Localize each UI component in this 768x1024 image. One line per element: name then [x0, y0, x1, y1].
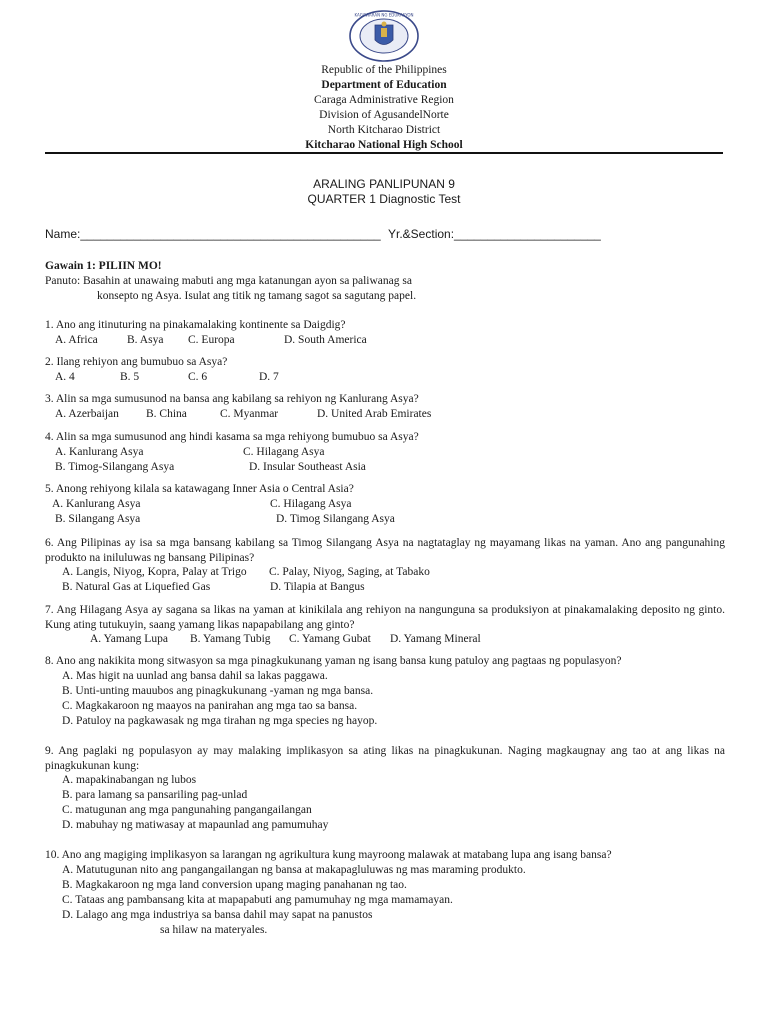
test-title: QUARTER 1 Diagnostic Test: [307, 192, 461, 206]
question-6: 6. Ang Pilipinas ay isa sa mga bansang kabilang sa Timog Silangang Asya na nagtataglay ng mayamang likas na yaman. Ano ang pangunahing produkto na iniluluwas ng bansang Pilipinas?: [45, 537, 725, 564]
question-2: 2. Ilang rehiyon ang bumubuo sa Asya?: [45, 356, 228, 368]
question-5: 5. Anong rehiyong kilala sa katawagang Inner Asia o Central Asia?: [45, 483, 354, 495]
q3-option-d[interactable]: D. United Arab Emirates: [317, 408, 432, 420]
question-10: 10. Ano ang magiging implikasyon sa larangan ng agrikultura kung mayroong malawak at matabang lupa ang isang bansa?: [45, 849, 612, 861]
deped-seal: [348, 10, 420, 62]
q7-option-b[interactable]: B. Yamang Tubig: [190, 633, 271, 645]
question-1: 1. Ano ang itinuturing na pinakamalaking kontinente sa Daigdig?: [45, 319, 346, 331]
q7-option-a[interactable]: A. Yamang Lupa: [90, 633, 168, 645]
question-4: 4. Alin sa mga sumusunod ang hindi kasama sa mga rehiyong bumubuo sa Asya?: [45, 431, 419, 443]
q4-option-b[interactable]: B. Timog-Silangang Asya: [55, 461, 175, 473]
q6-option-b[interactable]: B. Natural Gas at Liquefied Gas: [62, 581, 211, 593]
seal-text: KAGAWARAN NG EDUKASYON: [354, 12, 414, 18]
q10-option-d-continuation: sa hilaw na materyales.: [160, 924, 268, 936]
q6-option-c[interactable]: C. Palay, Niyog, Saging, at Tabako: [269, 566, 430, 578]
q2-option-d[interactable]: D. 7: [259, 371, 279, 383]
q6-option-d[interactable]: D. Tilapia at Bangus: [270, 581, 365, 593]
q3-option-c[interactable]: C. Myanmar: [220, 408, 279, 420]
q1-option-d[interactable]: D. South America: [284, 334, 367, 346]
q4-option-a[interactable]: A. Kanlurang Asya: [55, 446, 144, 458]
q10-option-d[interactable]: D. Lalago ang mga industriya sa bansa dahil may sapat na panustos: [62, 909, 373, 921]
q8-option-b[interactable]: B. Unti-unting mauubos ang pinagkukunang -yaman ng mga bansa.: [62, 685, 374, 697]
q5-option-c[interactable]: C. Hilagang Asya: [270, 498, 352, 510]
q5-option-d[interactable]: D. Timog Silangang Asya: [276, 513, 395, 525]
q1-option-c[interactable]: C. Europa: [188, 334, 235, 346]
subject-title: ARALING PANLIPUNAN 9: [313, 177, 455, 191]
q10-option-c[interactable]: C. Tataas ang pambansang kita at mapapabuti ang pamumuhay ng mga mamamayan.: [62, 894, 453, 906]
instructions-line-1: Panuto: Basahin at unawaing mabuti ang mga katanungan ayon sa paliwanag sa: [45, 275, 412, 287]
q9-option-d[interactable]: D. mabuhay ng matiwasay at mapaunlad ang pamumuhay: [62, 819, 329, 831]
q8-option-c[interactable]: C. Magkakaroon ng maayos na panirahan ang mga tao sa bansa.: [62, 700, 358, 712]
q2-option-b[interactable]: B. 5: [120, 371, 140, 383]
q2-option-a[interactable]: A. 4: [55, 371, 75, 383]
q4-option-d[interactable]: D. Insular Southeast Asia: [249, 461, 366, 473]
q7-option-d[interactable]: D. Yamang Mineral: [390, 633, 481, 645]
q3-option-a[interactable]: A. Azerbaijan: [55, 408, 119, 420]
q8-option-d[interactable]: D. Patuloy na pagkawasak ng mga tirahan ng mga species ng hayop.: [62, 715, 378, 727]
q6-option-a[interactable]: A. Langis, Niyog, Kopra, Palay at Trigo: [62, 566, 247, 578]
q9-option-c[interactable]: C. matugunan ang mga pangunahing pangangailangan: [62, 804, 312, 816]
q2-option-c[interactable]: C. 6: [188, 371, 208, 383]
q10-option-a[interactable]: A. Matutugunan nito ang pangangailangan ng bansa at makapagluluwas ng mas maraming produkto.: [62, 864, 526, 876]
question-9: 9. Ang paglaki ng populasyon ay may malaking implikasyon sa ating likas na pinagkukunan. Naging magkaugnay ang tao at ang likas na pinagkukunan kung:: [45, 745, 725, 772]
question-3: 3. Alin sa mga sumusunod na bansa ang kabilang sa rehiyon ng Kanlurang Asya?: [45, 393, 419, 405]
q1-option-b[interactable]: B. Asya: [127, 334, 164, 346]
q5-option-a[interactable]: A. Kanlurang Asya: [52, 498, 141, 510]
header-department: Department of Education: [321, 79, 447, 91]
name-field[interactable]: Name:_____________________________________________: [45, 227, 381, 241]
q9-option-b[interactable]: B. para lamang sa pansariling pag-unlad: [62, 789, 248, 801]
activity-heading: Gawain 1: PILIIN MO!: [45, 260, 162, 272]
q7-option-c[interactable]: C. Yamang Gubat: [289, 633, 371, 645]
header-divider: [45, 152, 723, 154]
q1-option-a[interactable]: A. Africa: [55, 334, 98, 346]
instructions-line-2: konsepto ng Asya. Isulat ang titik ng tamang sagot sa sagutang papel.: [97, 290, 417, 302]
q3-option-b[interactable]: B. China: [146, 408, 187, 420]
header-republic: Republic of the Philippines: [321, 64, 447, 76]
header-region: Caraga Administrative Region: [314, 94, 454, 106]
q9-option-a[interactable]: A. mapakinabangan ng lubos: [62, 774, 197, 786]
header-school: Kitcharao National High School: [305, 139, 463, 151]
section-field[interactable]: Yr.&Section:______________________: [388, 227, 601, 241]
q4-option-c[interactable]: C. Hilagang Asya: [243, 446, 325, 458]
q8-option-a[interactable]: A. Mas higit na uunlad ang bansa dahil sa lakas paggawa.: [62, 670, 328, 682]
question-7: 7. Ang Hilagang Asya ay sagana sa likas na yaman at kinikilala ang rehiyon na nangunguna sa produksiyon at pinakamalaking deposito ng ginto. Kung ating tutukuyin, saang yamang likas napapabilang ang ginto?: [45, 604, 725, 631]
question-8: 8. Ano ang nakikita mong sitwasyon sa mga pinagkukunang yaman ng isang bansa kung patuloy ang pagtaas ng populasyon?: [45, 655, 622, 667]
q10-option-b[interactable]: B. Magkakaroon ng mga land conversion upang maging panahanan ng tao.: [62, 879, 407, 891]
q5-option-b[interactable]: B. Silangang Asya: [55, 513, 141, 525]
header-division: Division of AgusandelNorte: [319, 109, 449, 121]
header-district: North Kitcharao District: [327, 124, 441, 136]
